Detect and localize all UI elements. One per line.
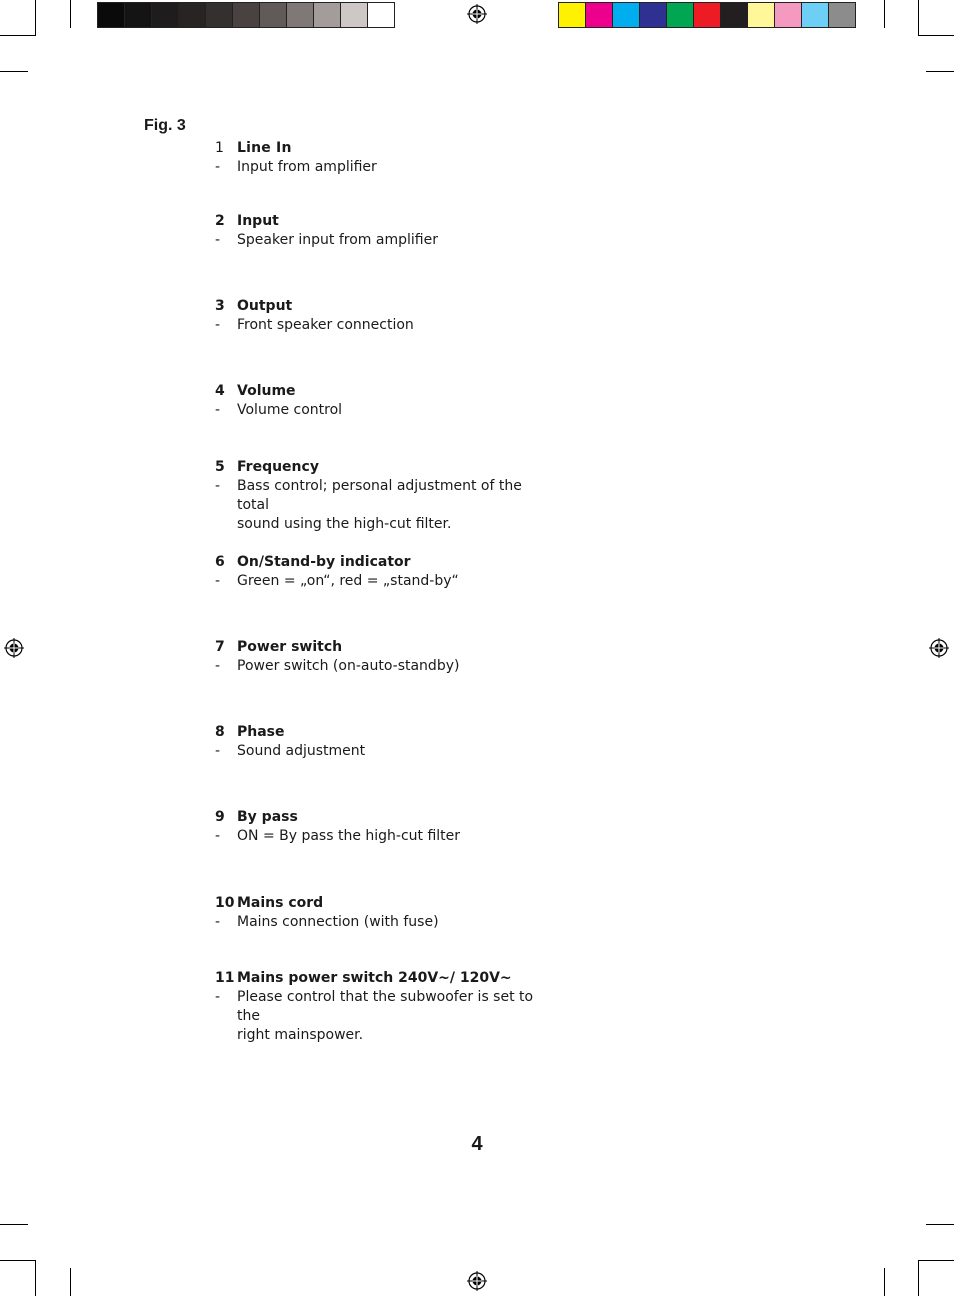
- entry-title: Volume: [237, 383, 296, 399]
- crop-mark: [70, 1268, 71, 1296]
- cmyk-color-bar: [558, 2, 856, 28]
- color-swatch: [748, 3, 775, 27]
- registration-mark-icon: [467, 1271, 487, 1291]
- crop-mark: [884, 0, 885, 28]
- registration-mark-icon: [467, 4, 487, 24]
- crop-mark: [926, 1224, 954, 1225]
- figure-label: Fig. 3: [144, 117, 186, 134]
- legend-entry-frequency: [215, 458, 537, 534]
- entry-title: On/Stand-by indicator: [237, 554, 411, 570]
- entry-dash: -: [215, 658, 221, 674]
- color-swatch: [206, 3, 233, 27]
- legend-entry-bypass: [215, 808, 537, 846]
- color-swatch: [287, 3, 314, 27]
- color-swatch: [341, 3, 368, 27]
- legend-entry-mains-power-switch: [215, 969, 537, 1045]
- entry-number: 11: [215, 970, 235, 986]
- crop-mark: [918, 1260, 919, 1296]
- entry-number: 3: [215, 298, 225, 314]
- color-swatch: [98, 3, 125, 27]
- legend-entry-volume: [215, 382, 537, 420]
- entry-title: Input: [237, 213, 279, 229]
- color-swatch: [694, 3, 721, 27]
- entry-number: 7: [215, 639, 225, 655]
- legend-entry-line-in: [215, 139, 537, 177]
- entry-title: Line In: [237, 140, 292, 156]
- entry-title: Output: [237, 298, 293, 314]
- entry-description: Input from amplifier: [237, 159, 377, 175]
- legend-entry-standby-indicator: [215, 553, 537, 591]
- registration-mark-icon: [4, 638, 24, 658]
- entry-description: Green = „on“, red = „stand-by“: [237, 573, 459, 589]
- entry-number: 6: [215, 554, 225, 570]
- color-swatch: [667, 3, 694, 27]
- crop-mark: [918, 0, 919, 36]
- legend-entry-mains-cord: [215, 894, 537, 932]
- color-swatch: [802, 3, 829, 27]
- color-swatch: [152, 3, 179, 27]
- entry-dash: -: [215, 914, 221, 930]
- color-swatch: [829, 3, 855, 27]
- crop-mark: [35, 0, 36, 36]
- entry-title: Frequency: [237, 459, 319, 475]
- entry-description: Bass control; personal adjustment of the total sound using the high-cut filter.: [237, 478, 522, 532]
- entry-description: Sound adjustment: [237, 743, 366, 759]
- entry-description: Please control that the subwoofer is set to the right mainspower.: [237, 989, 534, 1043]
- crop-mark: [0, 1260, 36, 1261]
- color-swatch: [314, 3, 341, 27]
- crop-mark: [926, 71, 954, 72]
- entry-dash: -: [215, 573, 221, 589]
- entry-title: Power switch: [237, 639, 343, 655]
- entry-number: 10: [215, 895, 235, 911]
- entry-title: Mains cord: [237, 895, 324, 911]
- entry-description: ON = By pass the high-cut filter: [237, 828, 461, 844]
- entry-dash: -: [215, 402, 221, 418]
- entry-dash: -: [215, 159, 221, 175]
- grayscale-color-bar: [97, 2, 395, 28]
- entry-description: Mains connection (with fuse): [237, 914, 439, 930]
- entry-number: 8: [215, 724, 225, 740]
- crop-mark: [0, 35, 36, 36]
- entry-title: Mains power switch 240V~/ 120V~: [237, 970, 512, 986]
- color-swatch: [125, 3, 152, 27]
- crop-mark: [918, 35, 954, 36]
- crop-mark: [0, 1224, 28, 1225]
- entry-dash: -: [215, 828, 221, 844]
- page-number: 4: [471, 1133, 483, 1155]
- entry-description: Front speaker connection: [237, 317, 414, 333]
- color-swatch: [640, 3, 667, 27]
- legend-entry-phase: [215, 723, 537, 761]
- entry-number: 1: [215, 140, 224, 156]
- registration-mark-icon: [929, 638, 949, 658]
- color-swatch: [233, 3, 260, 27]
- color-swatch: [368, 3, 394, 27]
- color-swatch: [721, 3, 748, 27]
- crop-mark: [884, 1268, 885, 1296]
- entry-description: Volume control: [237, 402, 343, 418]
- entry-description: Power switch (on-auto-standby): [237, 658, 460, 674]
- color-swatch: [613, 3, 640, 27]
- entry-title: By pass: [237, 809, 298, 825]
- entry-dash: -: [215, 478, 221, 494]
- entry-dash: -: [215, 989, 221, 1005]
- color-swatch: [775, 3, 802, 27]
- entry-dash: -: [215, 232, 221, 248]
- entry-description: Speaker input from amplifier: [237, 232, 438, 248]
- color-swatch: [179, 3, 206, 27]
- color-swatch: [559, 3, 586, 27]
- entry-title: Phase: [237, 724, 285, 740]
- entry-number: 4: [215, 383, 225, 399]
- legend-entry-input: [215, 212, 537, 250]
- crop-mark: [0, 71, 28, 72]
- entry-number: 5: [215, 459, 225, 475]
- crop-mark: [70, 0, 71, 28]
- color-swatch: [260, 3, 287, 27]
- entry-dash: -: [215, 743, 221, 759]
- color-swatch: [586, 3, 613, 27]
- legend-entry-power-switch: [215, 638, 537, 676]
- entry-dash: -: [215, 317, 221, 333]
- entry-number: 9: [215, 809, 225, 825]
- entry-number: 2: [215, 213, 225, 229]
- legend-entry-output: [215, 297, 537, 335]
- crop-mark: [918, 1260, 954, 1261]
- crop-mark: [35, 1260, 36, 1296]
